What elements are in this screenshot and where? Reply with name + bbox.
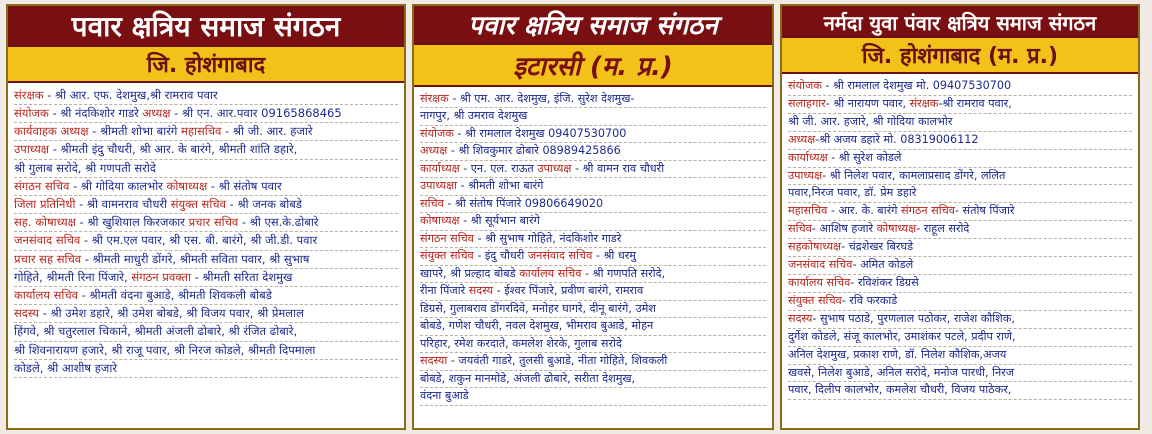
- member-names: - आर. के. बारंगे: [827, 204, 902, 218]
- member-names: खवसे, निलेश बुआडे, अनिल सरोदे, मनोज पारधी, निरज: [788, 365, 1015, 379]
- role-label: संगठन सचिव: [901, 204, 955, 218]
- member-names: - श्रीमती शोभा बारंगे: [457, 179, 544, 193]
- member-names: - श्री नारायण पवार,: [825, 96, 910, 110]
- member-line: [420, 108, 766, 126]
- member-line: [788, 114, 1132, 132]
- member-line: [788, 382, 1132, 400]
- member-line: [14, 87, 398, 105]
- member-names: श्री जी. आर. हजारे, श्री गोदिया कालभोर: [788, 114, 953, 128]
- member-names: श्री गुलाब सरोदे, श्री गणपती सरोदे: [14, 160, 156, 175]
- member-names: गोहिते, श्रीमती रिना पिंजारे,: [14, 269, 132, 284]
- role-label: संयोजक: [14, 106, 49, 120]
- member-names: - श्री रामलाल देशमुख मो. 09407530700: [821, 79, 1012, 92]
- member-line: [420, 126, 766, 144]
- role-label: जनसंवाद सचिव: [527, 249, 593, 263]
- member-names: - श्री एस.के.ढोबारे: [238, 215, 319, 230]
- member-names: नागपुर, श्री उमराव देशमुख: [420, 109, 528, 123]
- member-line: [14, 196, 398, 214]
- role-label: कोषाध्यक्ष: [166, 178, 208, 193]
- member-line: [420, 213, 766, 231]
- member-names: रीना पिंजारे: [420, 284, 469, 298]
- member-names: - श्रीमती इंदु चौधरी, श्री आर. के बारंगे, श्रीमती शांति डहारे,: [49, 142, 298, 157]
- member-names: - श्रीमती शोभा बारंगे: [88, 124, 182, 139]
- member-line: [14, 178, 398, 196]
- member-line: [420, 283, 766, 301]
- member-names: - संतोष पिंजारे: [954, 204, 1015, 218]
- member-names: - श्री धरमु: [592, 249, 636, 263]
- member-names: - श्री जनक बोबडे: [226, 197, 302, 212]
- member-names: - एन. एल. राऊत: [459, 161, 538, 175]
- member-names: - श्री एम. आर. देशमुख, इंजि. सुरेश देशमुख-: [448, 91, 635, 105]
- role-label: जनसंवाद सचिव: [788, 258, 853, 272]
- panel-subtitle: इटारसी (म. प्र.): [414, 43, 772, 87]
- role-label: महासचिव: [181, 124, 222, 139]
- role-label: संयुक्त सचिव: [420, 249, 474, 263]
- member-line: [420, 266, 766, 284]
- role-label: सहकोषाध्यक्ष: [788, 240, 842, 254]
- member-names: - श्री संतोष पवार: [207, 178, 282, 193]
- member-names: - आशिष हजारे: [811, 222, 877, 236]
- role-label: उपाध्यक्ष: [537, 161, 572, 175]
- member-line: [788, 329, 1132, 347]
- member-names: - श्री रामलाल देशमुख 09407530700: [453, 126, 627, 140]
- member-names: हिंगवे, श्री चतुरलाल चिकाने, श्रीमती अंजली ढोबारे, श्री रंजित ढोबारे,: [14, 324, 298, 339]
- member-line: [14, 123, 398, 141]
- role-label: सदस्य: [468, 284, 494, 298]
- member-names: - अमित कोडले: [852, 258, 914, 272]
- member-line: [788, 275, 1132, 293]
- member-names: कोडले, श्री आशीष हजारे: [14, 360, 118, 375]
- member-line: [420, 318, 766, 336]
- role-label: कार्यालय सचिव: [14, 288, 79, 303]
- member-line: [788, 239, 1132, 257]
- member-names: - श्री संतोष पिंजारे 09806649020: [443, 196, 604, 210]
- member-line: [14, 269, 398, 287]
- role-label: अध्यक्ष: [788, 132, 816, 146]
- role-label: जनसंवाद सचिव: [14, 233, 81, 248]
- member-names: - श्री वामन राव चौधरी: [571, 161, 665, 175]
- member-names: - श्री निलेश पवार, कामलाप्रसाद डोंगरे, ललित: [822, 168, 1006, 182]
- member-names: - ईश्वर पिंजारे, प्रवीण बारंगे, रामराव: [493, 284, 644, 298]
- panel-title: पवार क्षत्रिय समाज संगठन: [8, 6, 404, 45]
- role-label: अध्यक्ष: [142, 106, 171, 120]
- role-label: सदस्या: [420, 354, 448, 368]
- member-line: [788, 311, 1132, 329]
- role-label: प्रचार सह सचिव: [14, 251, 82, 266]
- role-label: सदस्य: [788, 311, 813, 325]
- member-line: [420, 143, 766, 161]
- member-line: [788, 132, 1132, 150]
- member-line: [420, 161, 766, 179]
- member-line: [788, 221, 1132, 239]
- role-label: संगठन सचिव: [14, 178, 70, 193]
- member-list: [414, 87, 772, 428]
- member-line: [14, 214, 398, 232]
- role-label: कोषाध्यक्ष: [420, 214, 460, 228]
- role-label: महासचिव: [788, 204, 828, 218]
- member-names: -श्री रामराव पवार,: [938, 96, 1012, 110]
- member-line: [420, 248, 766, 266]
- member-names: बोबडे, गणेश चौधरी, नवल देशमुख, भीमराव बुआडे, मोहन: [420, 319, 654, 333]
- role-label: संरक्षक: [420, 91, 449, 105]
- member-line: [14, 287, 398, 305]
- role-label: कार्याध्यक्ष: [788, 150, 828, 164]
- member-names: पवार,निरज पवार, डॉ. प्रेम डहारे: [788, 186, 917, 200]
- member-line: [14, 251, 398, 269]
- member-line: [788, 203, 1132, 221]
- role-label: जिला प्रतिनिधी: [14, 197, 76, 212]
- member-names: डिग्रसे, गुलाबराव डोंगरदिवे, मनोहर घागरे, दीनू बारंगे, उमेश: [420, 301, 656, 315]
- member-line: [14, 141, 398, 159]
- role-label: संयोजक: [788, 79, 822, 92]
- member-names: - चंद्रशेखर बिरघडे: [841, 240, 914, 254]
- member-line: [788, 257, 1132, 275]
- member-names: - श्रीमती सरिता देशमुख: [190, 269, 293, 284]
- role-label: कार्यालय सचिव: [788, 275, 851, 289]
- member-line: [420, 353, 766, 371]
- role-label: सचिव: [420, 196, 444, 210]
- member-names: - श्रीमती वंदना बुआडे, श्रीमती शिवकली बोबडे: [78, 288, 272, 303]
- member-line: [788, 347, 1132, 365]
- member-line: [420, 371, 766, 389]
- member-names: बोबडे, शकुन मानमोडे, अंजली ढोबारे, सरीता देशमुख,: [420, 371, 636, 385]
- member-line: [14, 305, 398, 323]
- panel-narmada-yuva: [780, 4, 1140, 430]
- member-names: - श्री शिवकुमार ढोबारे 08989425866: [447, 144, 621, 158]
- member-names: - रविशंकर डिग्रसे: [850, 275, 919, 289]
- role-label: संगठन सचिव: [420, 231, 474, 245]
- member-list: [782, 74, 1138, 428]
- member-names: - श्री गणपति सरोदे,: [581, 266, 666, 280]
- role-label: कार्यवाहक अध्यक्ष: [14, 124, 89, 139]
- member-names: दुर्गेश कोडले, संजू कालभोर, उमाशंकर पटले, प्रदीप राणे,: [788, 329, 1016, 343]
- member-line: [788, 293, 1132, 311]
- panel-hoshangabad: [6, 4, 406, 430]
- member-line: [14, 160, 398, 178]
- role-label: संगठन प्रवक्ता: [131, 269, 191, 284]
- role-label: प्रचार सचिव: [188, 215, 239, 230]
- member-names: - श्री आर. एफ. देशमुख,श्री रामराव पवार: [43, 87, 218, 102]
- member-names: - श्री जी. आर. हजारे: [221, 124, 313, 139]
- member-names: - श्री सुरेश कोडले: [827, 150, 902, 164]
- member-line: [420, 231, 766, 249]
- member-names: श्री शिवनारायण हजारे, श्री राजू पवार, श्री निरज कोडले, श्रीमती दिपमाला: [14, 342, 316, 357]
- member-names: - श्री नंदकिशोर गाडरे: [48, 106, 143, 120]
- member-names: - रवि फरकाडे: [841, 293, 898, 307]
- member-line: [420, 336, 766, 354]
- member-line: [420, 178, 766, 196]
- member-line: [788, 168, 1132, 186]
- member-names: परिहार, रमेश करदाते, कमलेश शेरके, गुलाब सरोदे: [420, 336, 622, 350]
- member-names: अनिल देशमुख, प्रकाश राणे, डॉ. निलेश कौशिक,अजय: [788, 347, 1007, 361]
- member-names: पवार, दिलीप कालभोर, कमलेश चौधरी, विजय पाठेकर,: [788, 383, 1012, 397]
- member-line: [14, 105, 398, 123]
- member-names: - इंदु चौधरी: [473, 249, 528, 263]
- member-list: [8, 83, 404, 428]
- panel-itarsi: [412, 4, 774, 430]
- member-names: वंदना बुआडे: [420, 389, 469, 403]
- member-line: [420, 196, 766, 214]
- member-names: - श्री एन. आर.पवार 09165868465: [170, 106, 342, 120]
- member-line: [14, 323, 398, 341]
- role-label: संयोजक: [420, 126, 454, 140]
- member-line: [14, 342, 398, 360]
- panel-title: पवार क्षत्रिय समाज संगठन: [414, 6, 772, 43]
- role-label: संयुक्त सचिव: [170, 197, 227, 212]
- member-names: - श्री खुशियाल किरजकार: [75, 215, 189, 230]
- role-label: सदस्य: [14, 306, 40, 321]
- role-label: उपाध्यक्ष: [788, 168, 823, 182]
- member-line: [788, 78, 1132, 96]
- role-label: कोषाध्यक्ष: [876, 222, 917, 236]
- member-line: [420, 91, 766, 109]
- role-label: उपाध्यक्षा: [420, 179, 457, 193]
- panel-subtitle: जि. होशंगाबाद: [8, 45, 404, 83]
- member-names: खापरे, श्री प्रल्हाद बोबडे: [420, 266, 520, 280]
- member-names: -श्री अजय डहारे मो. 08319006112: [815, 132, 979, 146]
- member-line: [14, 360, 398, 378]
- role-label: सचिव: [788, 222, 812, 236]
- role-label: अध्यक्ष: [420, 144, 448, 158]
- member-names: - श्री उमेश डहारे, श्री उमेश बोबडे, श्री विजय पवार, श्री प्रेमलाल: [39, 306, 304, 321]
- member-names: - श्रीमती माधुरी डोंगरे, श्रीमती सविता पवार, श्री सुभाष: [81, 251, 310, 266]
- member-line: [420, 301, 766, 319]
- role-label: सह. कोषाध्यक्ष: [14, 215, 76, 230]
- role-label: उपाध्यक्ष: [14, 142, 50, 157]
- member-names: - जयवंती गाडरे, तुलसी बुआडे, नीता गोहिते, शिवकली: [447, 354, 668, 368]
- role-label: संयुक्त सचिव: [788, 293, 842, 307]
- member-names: - श्री एम.एल पवार, श्री एस. बी. बारंगे, श्री जी.डी. पवार: [80, 233, 318, 248]
- member-names: - श्री वामनराव चौधरी: [75, 197, 171, 212]
- member-line: [14, 232, 398, 250]
- role-label: कार्यालय सचिव: [519, 266, 582, 280]
- member-line: [788, 365, 1132, 383]
- role-label: सलाहगार: [788, 96, 826, 110]
- role-label: संरक्षक: [909, 96, 939, 110]
- member-names: - राहूल सरोदे: [916, 222, 970, 236]
- member-line: [788, 185, 1132, 203]
- member-line: [788, 150, 1132, 168]
- member-names: - सुभाष पठाडे, पुरणलाल पठोकर, राजेश कौशिक,: [812, 311, 1015, 325]
- member-names: - श्री गोदिया कालभोर: [69, 178, 167, 193]
- member-names: - श्री सूर्यभान बारंगे: [459, 214, 540, 228]
- role-label: संरक्षक: [14, 87, 44, 102]
- member-line: [420, 388, 766, 406]
- panel-title: नर्मदा युवा पंवार क्षत्रिय समाज संगठन: [782, 6, 1138, 36]
- panel-subtitle: जि. होशंगाबाद (म. प्र.): [782, 36, 1138, 74]
- member-line: [788, 96, 1132, 114]
- member-names: - श्री सुभाष गोहिते, नंदकिशोर गाडरे: [473, 231, 622, 245]
- role-label: कार्याध्यक्ष: [420, 161, 460, 175]
